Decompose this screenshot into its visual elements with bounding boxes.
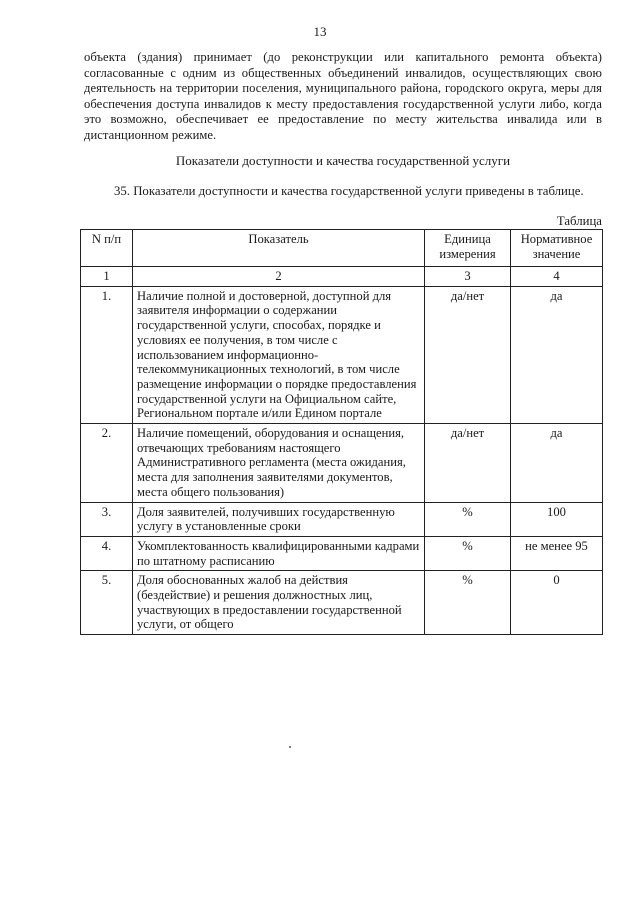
- row-norm: 100: [511, 502, 603, 536]
- row-indicator: Доля заявителей, получивших государственную услугу в установленные сроки: [133, 502, 425, 536]
- row-number: 3.: [81, 502, 133, 536]
- row-norm: да: [511, 424, 603, 503]
- table-index-row: [81, 267, 603, 287]
- row-unit: да/нет: [425, 424, 511, 503]
- row-number: 2.: [81, 424, 133, 503]
- table-row: [81, 424, 603, 503]
- intro-paragraph: объекта (здания) принимает (до реконструкции или капитального ремонта объекта) согласованные с одним из общественных объединений инвалидов, осуществляющих свою деятельность на территории поселения, муниципального района, городского округа, меры для обеспечения доступа инвалидов к месту предоставления государственной услуги либо, когда это возможно, обеспечивает ее предоставление по месту жительства инвалида или в дистанционном режиме.: [84, 50, 602, 142]
- row-number: 4.: [81, 536, 133, 570]
- row-norm: 0: [511, 571, 603, 635]
- row-number: 1.: [81, 286, 133, 423]
- row-number: 5.: [81, 571, 133, 635]
- header-norm: Нормативное значение: [511, 230, 603, 267]
- row-norm: не менее 95: [511, 536, 603, 570]
- index-cell: 4: [511, 267, 603, 287]
- row-indicator: Наличие помещений, оборудования и оснащения, отвечающих требованиям настоящего Административного регламента (места ожидания, места для заполнения заявителями документов, места общего пользования): [133, 424, 425, 503]
- index-cell: 3: [425, 267, 511, 287]
- paragraph-35: 35. Показатели доступности и качества государственной услуги приведены в таблице.: [114, 184, 584, 198]
- row-indicator: Наличие полной и достоверной, доступной для заявителя информации о содержании государственной услуги, способах, порядке и условиях ее получения, в том числе с использованием информационно-телекоммуникационных технологий, в том числе размещение информации о порядке предоставления государственной услуги на Официальном сайте, Региональном портале и/или Едином портале: [133, 286, 425, 423]
- row-norm: да: [511, 286, 603, 423]
- table-caption: Таблица: [556, 214, 602, 228]
- indicators-table: [80, 229, 603, 635]
- section-title: Показатели доступности и качества государственной услуги: [175, 153, 511, 168]
- header-num: N п/п: [81, 230, 133, 267]
- row-indicator: Укомплектованность квалифицированными кадрами по штатному расписанию: [133, 536, 425, 570]
- table-header-row: [81, 230, 603, 267]
- row-unit: да/нет: [425, 286, 511, 423]
- table-row: [81, 571, 603, 635]
- scan-dot: [289, 746, 291, 748]
- table-row: [81, 536, 603, 570]
- row-unit: %: [425, 536, 511, 570]
- table-row: [81, 502, 603, 536]
- page-number: 13: [313, 24, 327, 39]
- row-unit: %: [425, 502, 511, 536]
- header-unit: Единица измерения: [425, 230, 511, 267]
- row-unit: %: [425, 571, 511, 635]
- table-row: [81, 286, 603, 423]
- header-indicator: Показатель: [133, 230, 425, 267]
- index-cell: 1: [81, 267, 133, 287]
- index-cell: 2: [133, 267, 425, 287]
- row-indicator: Доля обоснованных жалоб на действия (бездействие) и решения должностных лиц, участвующих в предоставлении государственной услуги, от общего: [133, 571, 425, 635]
